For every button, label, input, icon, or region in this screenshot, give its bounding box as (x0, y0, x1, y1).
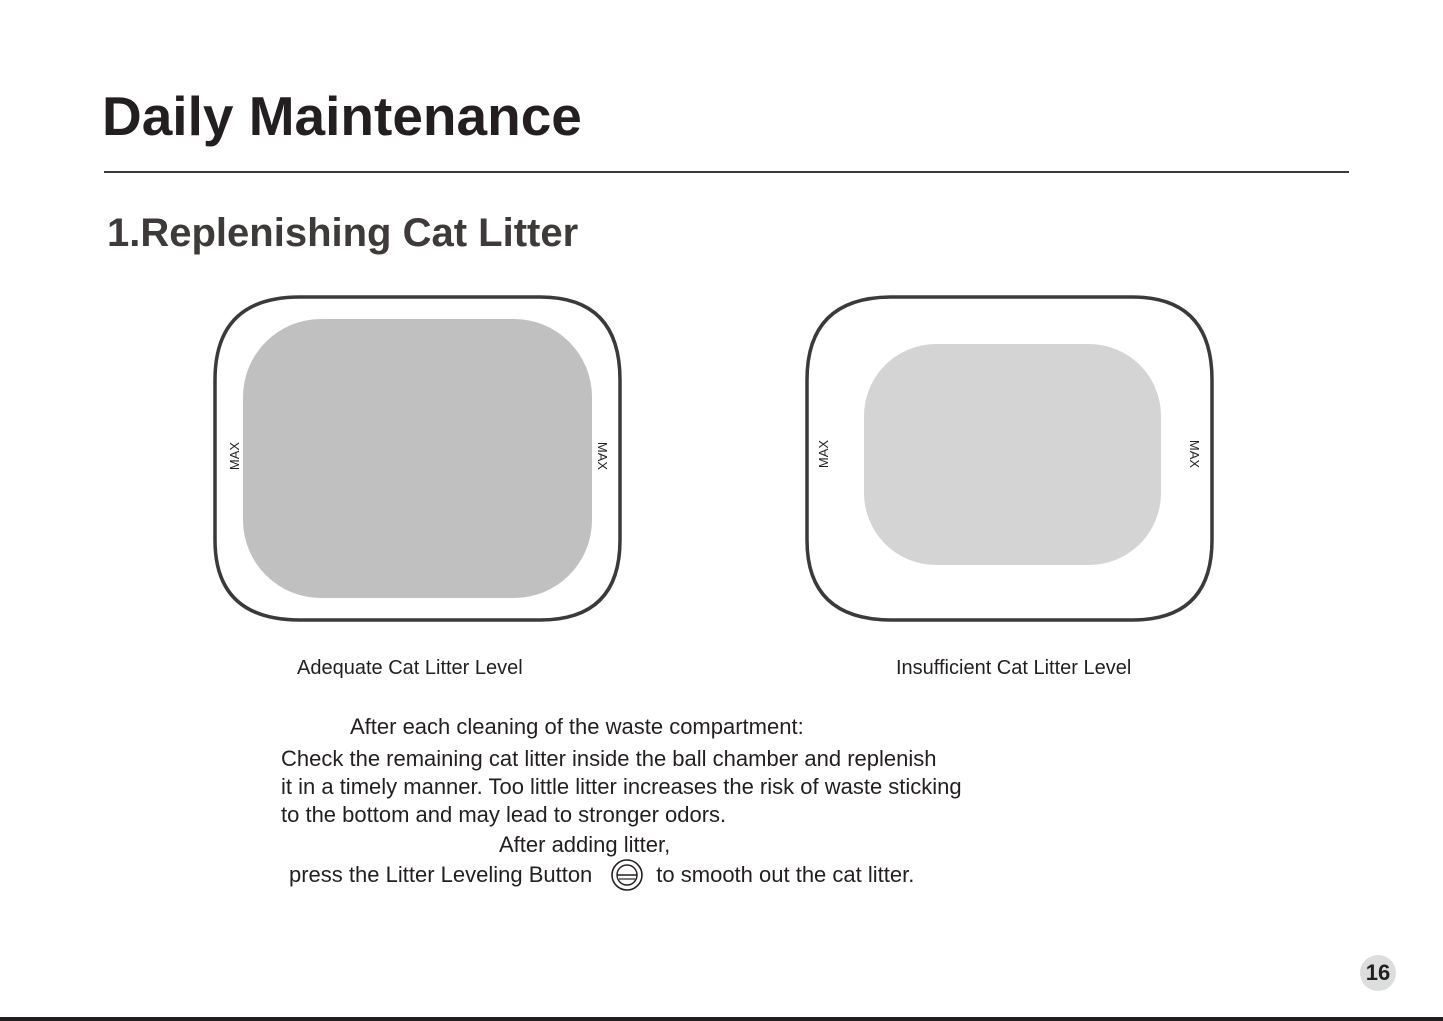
instruction-line-1: After each cleaning of the waste compartment: (350, 714, 804, 739)
max-label-left: MAX (227, 441, 242, 471)
litter-fill-insufficient (864, 344, 1161, 565)
instruction-line-3: it in a timely manner. Too little litter increases the risk of waste sticking (281, 774, 962, 799)
title-divider (104, 171, 1349, 173)
bottom-border (0, 1017, 1443, 1021)
instruction-line-6-before: press the Litter Leveling Button (289, 862, 593, 887)
page-title: Daily Maintenance (102, 85, 582, 147)
max-label-right: MAX (595, 441, 610, 471)
max-label-left: MAX (816, 439, 831, 469)
instruction-line-6 (289, 858, 914, 892)
insufficient-litter-diagram (802, 290, 1222, 630)
page-number: 16 (1360, 955, 1396, 991)
instruction-line-6-after: to smooth out the cat litter. (656, 862, 915, 887)
insufficient-litter-svg (802, 290, 1222, 630)
adequate-litter-diagram (210, 290, 630, 630)
litter-fill-adequate (243, 319, 592, 598)
litter-leveling-button-icon (610, 858, 644, 892)
instruction-line-5: After adding litter, (499, 832, 671, 857)
adequate-litter-svg (210, 290, 630, 630)
max-label-right: MAX (1187, 439, 1202, 469)
section-title: 1.Replenishing Cat Litter (107, 211, 579, 255)
instruction-line-2: Check the remaining cat litter inside the ball chamber and replenish (281, 746, 937, 771)
instruction-line-4: to the bottom and may lead to stronger odors. (281, 802, 727, 827)
insufficient-level-caption: Insufficient Cat Litter Level (896, 657, 1132, 679)
adequate-level-caption: Adequate Cat Litter Level (297, 657, 523, 679)
